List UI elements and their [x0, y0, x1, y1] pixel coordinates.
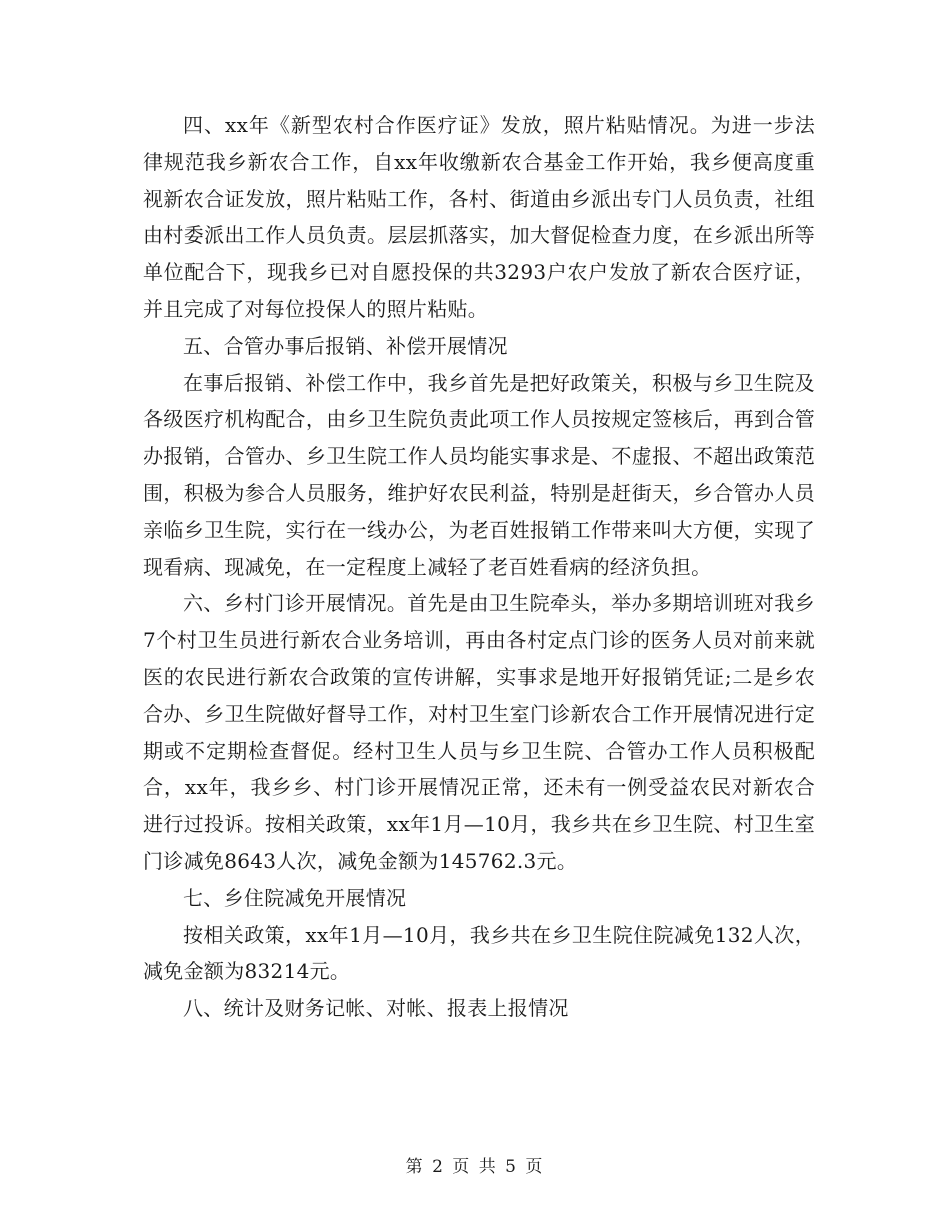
- page-number-footer: 第 2 页 共 5 页: [405, 1157, 545, 1177]
- paragraph-reimbursement: 在事后报销、补偿工作中，我乡首先是把好政策关，积极与乡卫生院及各级医疗机构配合，由乡卫生院负责此项工作人员按规定签核后，再到合管办报销，合管办、乡卫生院工作人员均能实事求是、不虚报、不超出政策范围，积极为参合人员服务，维护好农民利益，特别是赶街天，乡合管办人员亲临乡卫生院，实行在一线办公，为老百姓报销工作带来叫大方便，实现了现看病、现减免，在一定程度上减轻了老百姓看病的经济负担。: [143, 370, 815, 579]
- heading-inpatient: 七、乡住院减免开展情况: [183, 885, 407, 910]
- paragraph-inpatient: 按相关政策，xx年1月—10月，我乡共在乡卫生院住院减免132人次，减免金额为83214元。: [143, 922, 815, 984]
- heading-statistics: 八、统计及财务记帐、对帐、报表上报情况: [183, 996, 569, 1021]
- paragraph-photo-card: 四、xx年《新型农村合作医疗证》发放，照片粘贴情况。为进一步法律规范我乡新农合工作，自xx年收缴新农合基金工作开始，我乡便高度重视新农合证发放，照片粘贴工作，各村、街道由乡派出专门人员负责，社组由村委派出工作人员负责。层层抓落实，加大督促检查力度，在乡派出所等单位配合下，现我乡已对自愿投保的共3293户农户发放了新农合医疗证，并且完成了对每位投保人的照片粘贴。: [143, 113, 815, 321]
- heading-reimbursement: 五、合管办事后报销、补偿开展情况: [183, 333, 508, 358]
- paragraph-clinic: 六、乡村门诊开展情况。首先是由卫生院牵头，举办多期培训班对我乡7个村卫生员进行新农合业务培训，再由各村定点门诊的医务人员对前来就医的农民进行新农合政策的宣传讲解，实事求是地开好报销凭证;二是乡农合办、乡卫生院做好督导工作，对村卫生室门诊新农合工作开展情况进行定期或不定期检查督促。经村卫生人员与乡卫生院、合管办工作人员积极配合，xx年，我乡乡、村门诊开展情况正常，还未有一例受益农民对新农合进行过投诉。按相关政策，xx年1月—10月，我乡共在乡卫生院、村卫生室门诊减免8643人次，减免金额为145762.3元。: [143, 591, 815, 873]
- document-body: [143, 107, 815, 1027]
